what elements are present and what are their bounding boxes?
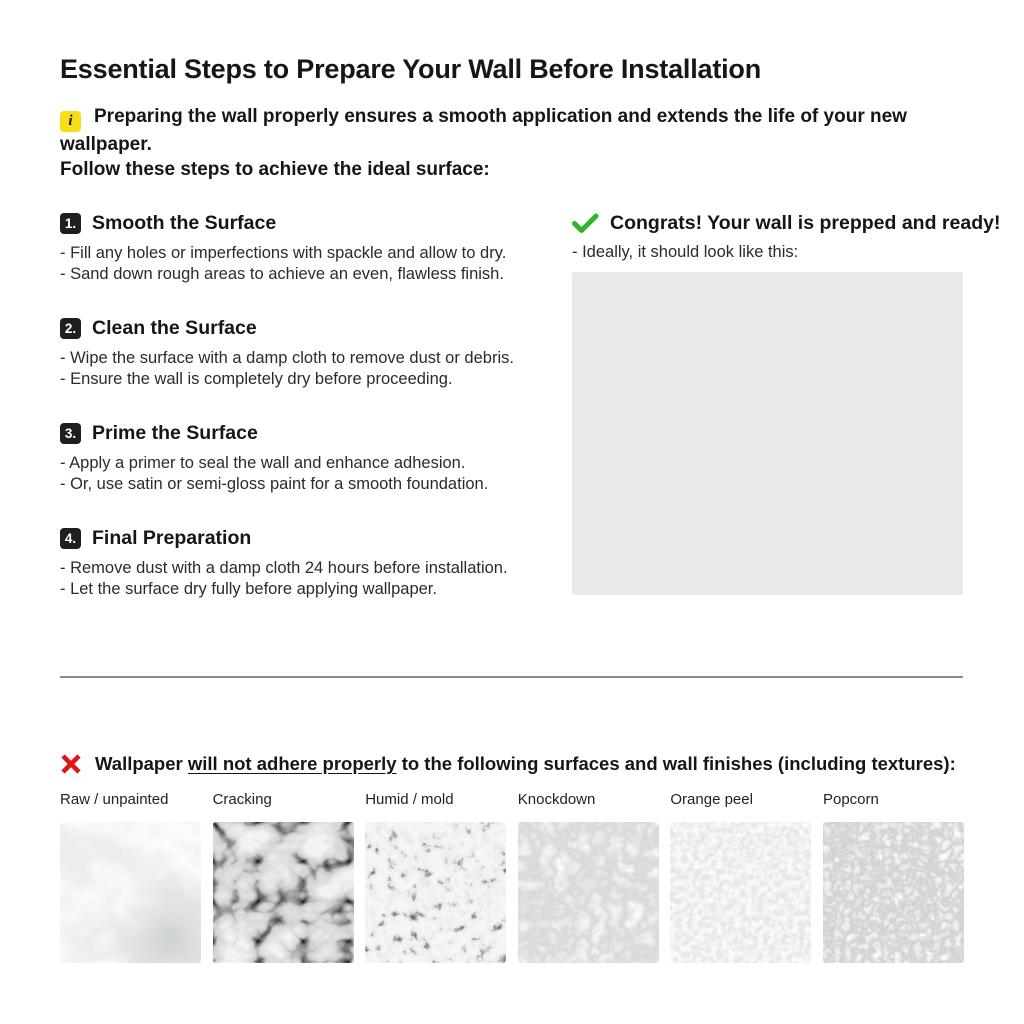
result-header [572, 211, 1001, 235]
texture-image-popcorn [823, 822, 964, 963]
intro-paragraph [60, 104, 970, 182]
step-4-header [60, 526, 572, 550]
step-1-instruction-2: - Sand down rough areas to achieve an even, flawless finish. [60, 264, 504, 283]
step-1-number-badge: 1. [60, 213, 81, 234]
step-1-header [60, 211, 572, 235]
step-4-instruction-1: - Remove dust with a damp cloth 24 hours before installation. [60, 559, 508, 577]
step-1-instruction-1: - Fill any holes or imperfections with spackle and allow to dry. [60, 244, 507, 262]
step-2-number-badge: 2. [60, 318, 81, 339]
info-icon: i [60, 111, 81, 132]
texture-label-humid-mold: Humid / mold [365, 791, 454, 808]
step-3-number-badge: 3. [60, 423, 81, 444]
intro-line-2: Follow these steps to achieve the ideal surface: [60, 159, 490, 180]
texture-item-cracking [213, 790, 354, 963]
texture-item-popcorn [823, 790, 964, 963]
cross-icon [60, 753, 82, 775]
result-heading: Congrats! Your wall is prepped and ready! [610, 211, 1001, 234]
step-3-instruction-1: - Apply a primer to seal the wall and enhance adhesion. [60, 454, 466, 472]
prepped-wall-image [572, 272, 963, 595]
result-column [572, 211, 1001, 595]
texture-item-knockdown [518, 790, 659, 963]
intro-text-1: Preparing the wall properly ensures a smooth application and extends the life of your new wallpaper. [60, 106, 907, 155]
bad-surfaces-gallery [60, 790, 964, 963]
step-2 [60, 316, 572, 389]
step-3-title: Prime the Surface [92, 421, 258, 444]
step-2-header [60, 316, 572, 340]
step-4-instruction-2: - Let the surface dry fully before applying wallpaper. [60, 579, 437, 598]
texture-label-cracking: Cracking [212, 791, 272, 808]
texture-image-knockdown [518, 822, 659, 963]
warning-emphasis: will not adhere properly [187, 753, 397, 774]
check-icon [572, 213, 599, 234]
warning-text [95, 753, 956, 775]
step-1 [60, 211, 572, 284]
step-3 [60, 421, 572, 494]
texture-label-orange-peel: Orange peel [670, 791, 753, 808]
texture-item-humid-mold [365, 790, 506, 963]
texture-image-humid-mold [365, 822, 506, 963]
step-3-instruction-2: - Or, use satin or semi-gloss paint for a smooth foundation. [60, 474, 489, 493]
page-title: Essential Steps to Prepare Your Wall Before Installation [60, 54, 761, 84]
warning-line [60, 753, 956, 775]
texture-label-knockdown: Knockdown [517, 791, 596, 808]
step-2-instruction-1: - Wipe the surface with a damp cloth to remove dust or debris. [60, 349, 514, 367]
texture-item-orange-peel [670, 790, 811, 963]
steps-column [60, 211, 572, 631]
texture-label-raw-unpainted: Raw / unpainted [60, 791, 169, 808]
step-2-instruction-2: - Ensure the wall is completely dry before proceeding. [60, 369, 453, 388]
step-3-header [60, 421, 572, 445]
texture-image-cracking [213, 822, 354, 963]
texture-image-raw-unpainted [60, 822, 201, 963]
step-4 [60, 526, 572, 599]
step-4-number-badge: 4. [60, 528, 81, 549]
step-4-title: Final Preparation [92, 526, 252, 549]
step-2-title: Clean the Surface [92, 316, 257, 339]
warning-prefix: Wallpaper [95, 753, 188, 774]
section-divider [60, 676, 963, 678]
result-subtext: - Ideally, it should look like this: [572, 243, 799, 261]
texture-item-raw-unpainted [60, 790, 201, 963]
texture-label-popcorn: Popcorn [822, 791, 879, 808]
texture-image-orange-peel [670, 822, 811, 963]
step-1-title: Smooth the Surface [92, 211, 277, 234]
warning-suffix: to the following surfaces and wall finishes (including textures): [396, 753, 956, 774]
intro-line-1 [60, 104, 970, 157]
